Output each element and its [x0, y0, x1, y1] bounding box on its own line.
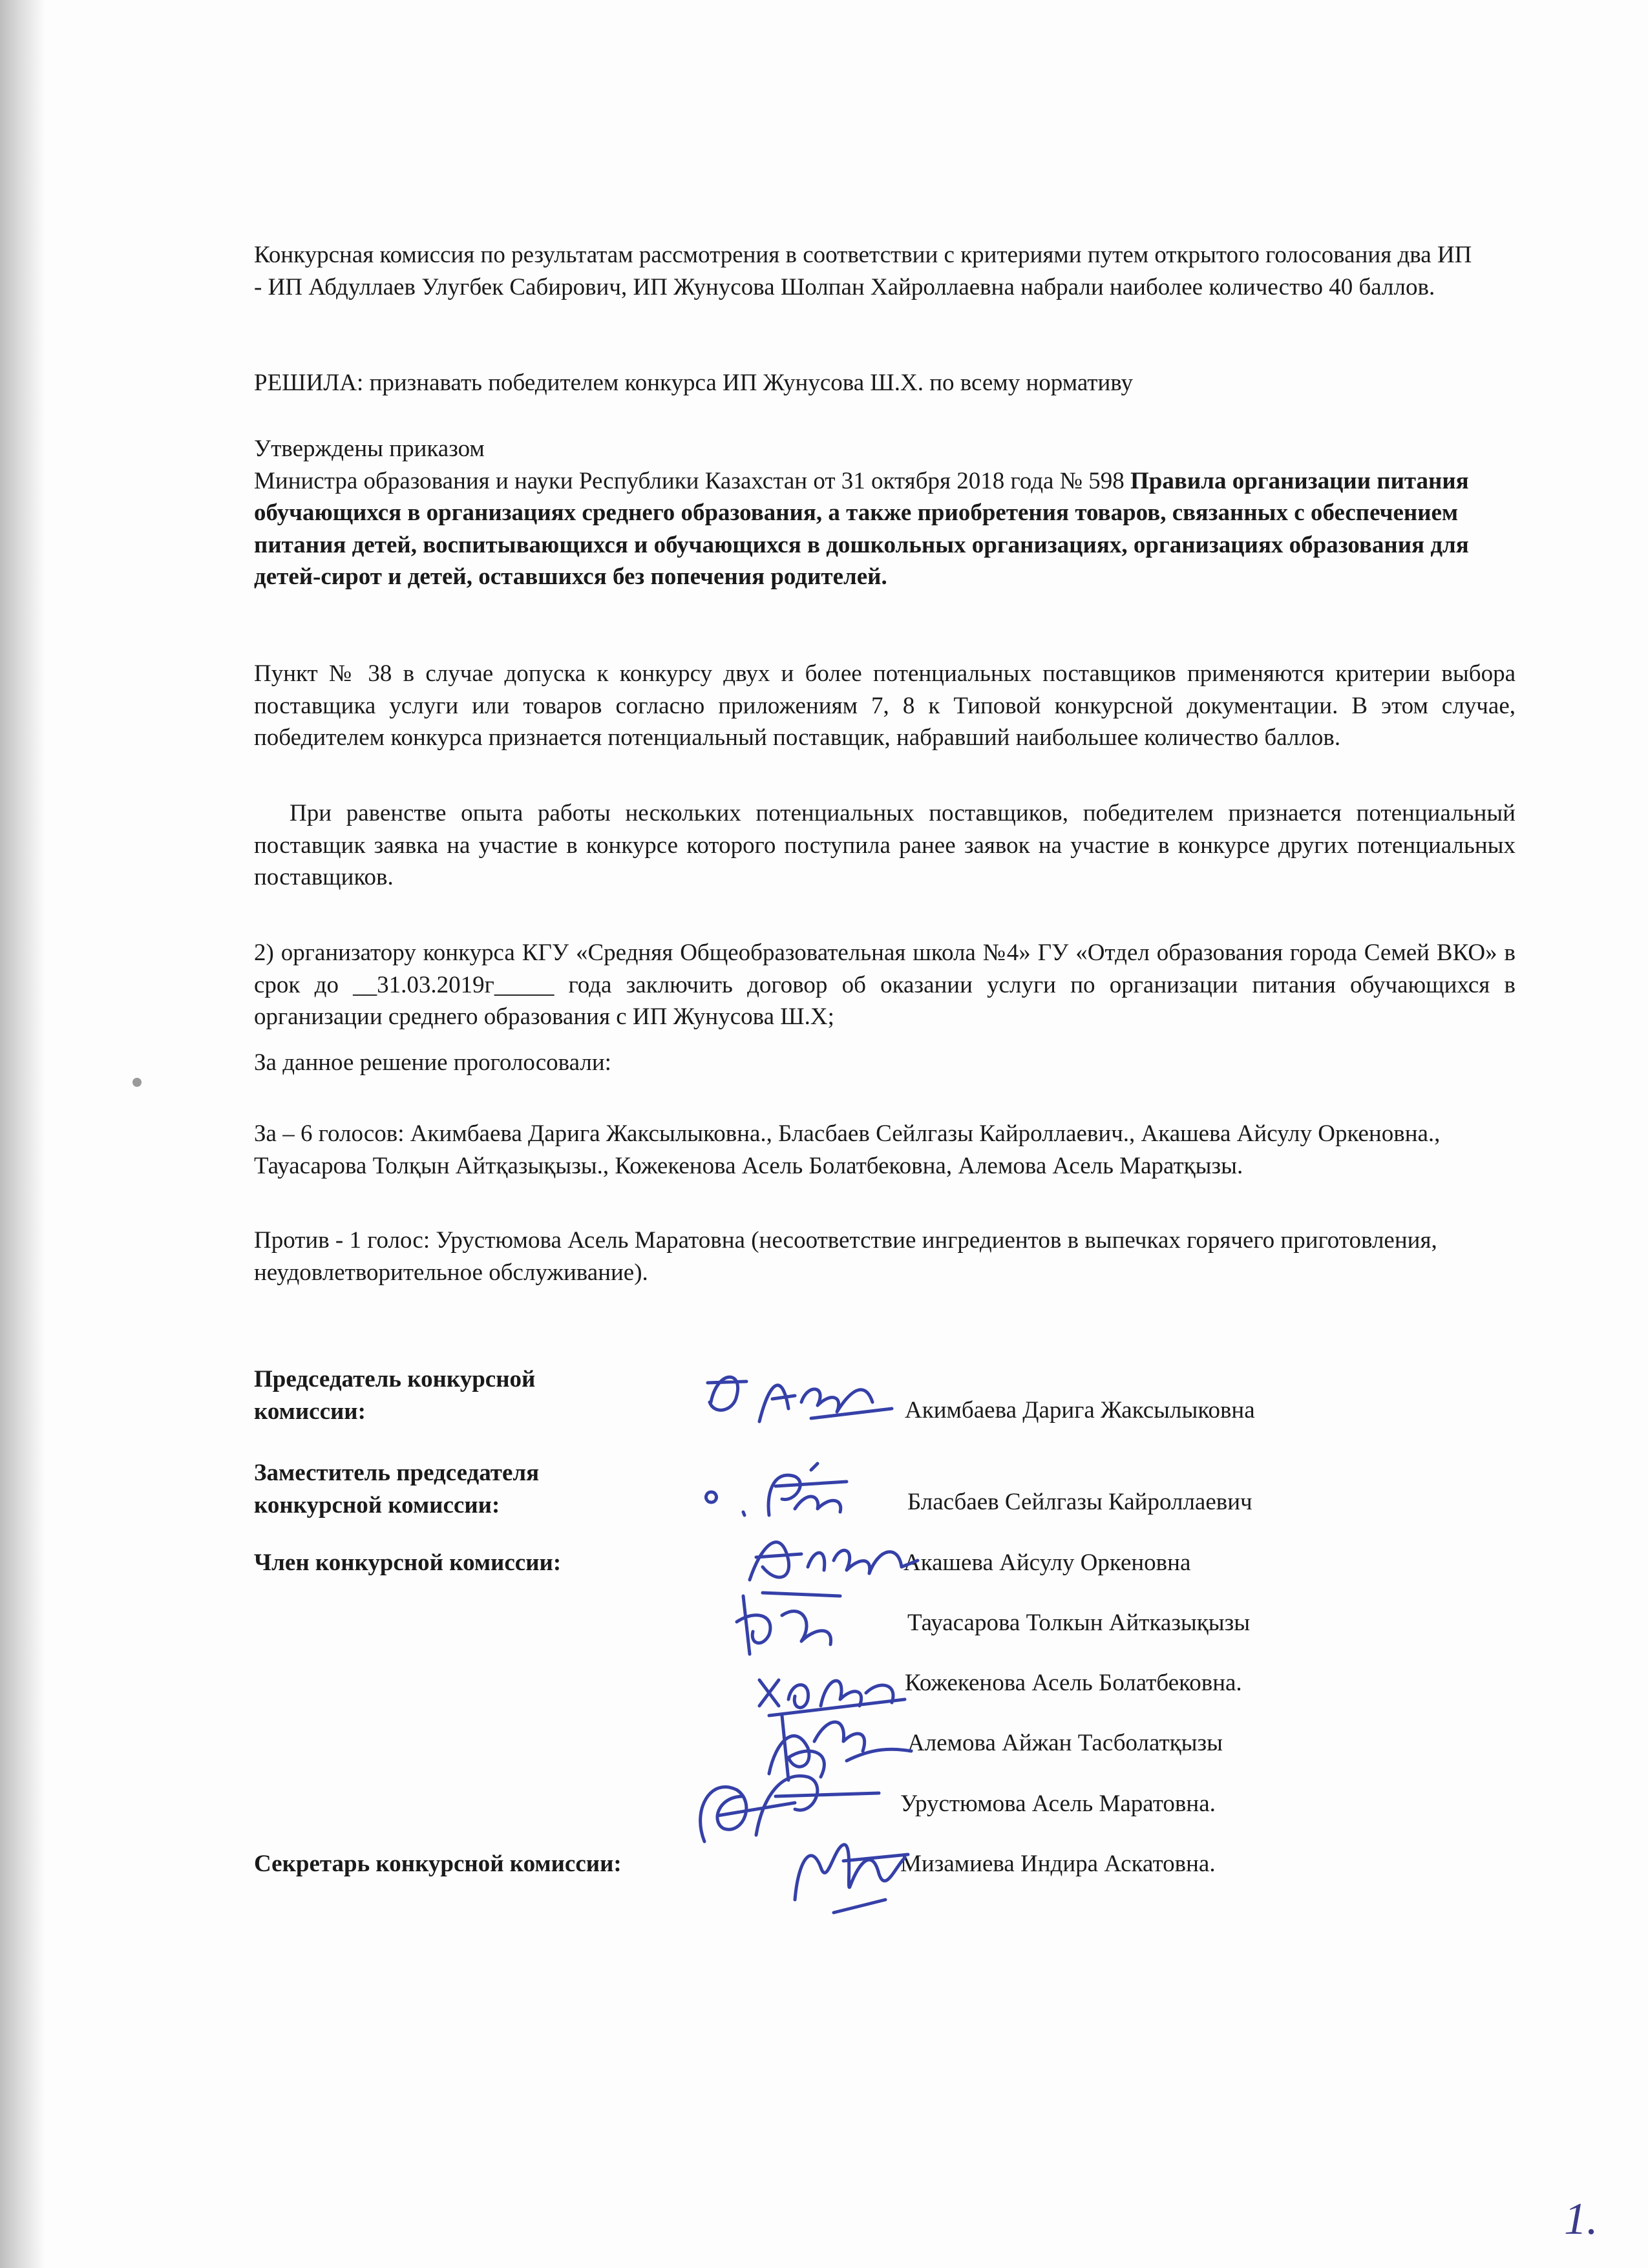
paragraph-voted: За данное решение проголосовали: [254, 1049, 611, 1076]
member-name-5: Урустюмова Асель Маратовна. [900, 1790, 1216, 1817]
scan-artifact-dot [132, 1078, 142, 1087]
secretary-signature [782, 1822, 924, 1919]
approved-by-label: Утверждены приказом [254, 436, 485, 462]
paragraph-equal-experience: При равенстве опыта работы нескольких потенциальных поставщиков, победителем признается потенциальный поставщик заявка на участие в конкурсе которого поступила ранее заявок на участие в конкурсе других потенциальных поставщиков. [254, 800, 1516, 891]
paragraph-votes-for: За – 6 голосов: Акимбаева Дарига Жаксылыковна., Бласбаев Сейлгазы Кайроллаевич., Акашева Айсулу Оркеновна., Тауасарова Толқын Айтқазықызы., Кожекенова Асель Болатбековна, Алемова Асель Маратқызы. [254, 1120, 1441, 1179]
member-label: Член конкурсной комиссии: [254, 1549, 562, 1576]
deputy-signature [698, 1451, 892, 1528]
rules-title: Правила организации питания обучающихся в организациях среднего образования, а также приобретения товаров, связанных с обеспечением питания детей, воспитывающихся и обучающихся в дошкольных организациях, организациях образования для детей-сирот и детей, оставшихся без попечения родителей. [254, 467, 1469, 591]
member-name-2: Тауасарова Толкын Айтказықызы [907, 1610, 1251, 1636]
order-reference: Министра образования и науки Республики Казахстан от 31 октября 2018 года № 598 [254, 467, 1131, 494]
chair-label: Председатель конкурсной комиссии: [254, 1366, 536, 1425]
member-name-1: Акашева Айсулу Оркеновна [903, 1549, 1191, 1576]
chair-signature [698, 1357, 905, 1441]
paragraph-approved-order [254, 433, 1521, 593]
paragraph-clause-38: Пункт № 38 в случае допуска к конкурсу двух и более потенциальных поставщиков применяются критерии выбора поставщика услуги или товаров согласно приложениям 7, 8 к Типовой конкурсной документации. В этом случае, победителем конкурса признается потенциальный поставщик, набравший наибольшее количество баллов. [254, 660, 1516, 751]
member-name-4: Алемова Айжан Тасболатқызы [907, 1730, 1223, 1756]
chair-name: Акимбаева Дарига Жаксылыковна [905, 1397, 1255, 1423]
paragraph-decision: РЕШИЛА: признавать победителем конкурса ИП Жунусова Ш.Х. по всему нормативу [254, 370, 1134, 396]
member-name-3: Кожекенова Асель Болатбековна. [905, 1670, 1242, 1696]
scan-edge-shadow [0, 0, 45, 2268]
page-number: 1. [1564, 2194, 1598, 2244]
secretary-name: Мизамиева Индира Аскатовна. [900, 1851, 1216, 1877]
deputy-name: Бласбаев Сейлгазы Кайроллаевич [907, 1489, 1252, 1515]
secretary-label: Секретарь конкурсной комиссии: [254, 1851, 622, 1877]
paragraph-organizer-instruction: 2) организатору конкурса КГУ «Средняя Общеобразовательная школа №4» ГУ «Отдел образования города Семей ВКО» в срок до __31.03.2019г_____ года заключить договор об оказании услуги по организации питания обучающихся в организации среднего образования с ИП Жунусова Ш.Х; [254, 940, 1516, 1031]
paragraph-commission-result: Конкурсная комиссия по результатам рассмотрения в соответствии с критериями путем открытого голосования два ИП - ИП Абдуллаев Улугбек Сабирович, ИП Жунусова Шолпан Хайроллаевна набрали наиболее количество 40 баллов. [254, 242, 1472, 300]
deputy-label: Заместитель председателя конкурсной комиссии: [254, 1460, 540, 1518]
paragraph-votes-against: Против - 1 голос: Урустюмова Асель Маратовна (несоответствие ингредиентов в выпечках горячего приготовления, неудовлетворительное обслуживание). [254, 1227, 1437, 1286]
